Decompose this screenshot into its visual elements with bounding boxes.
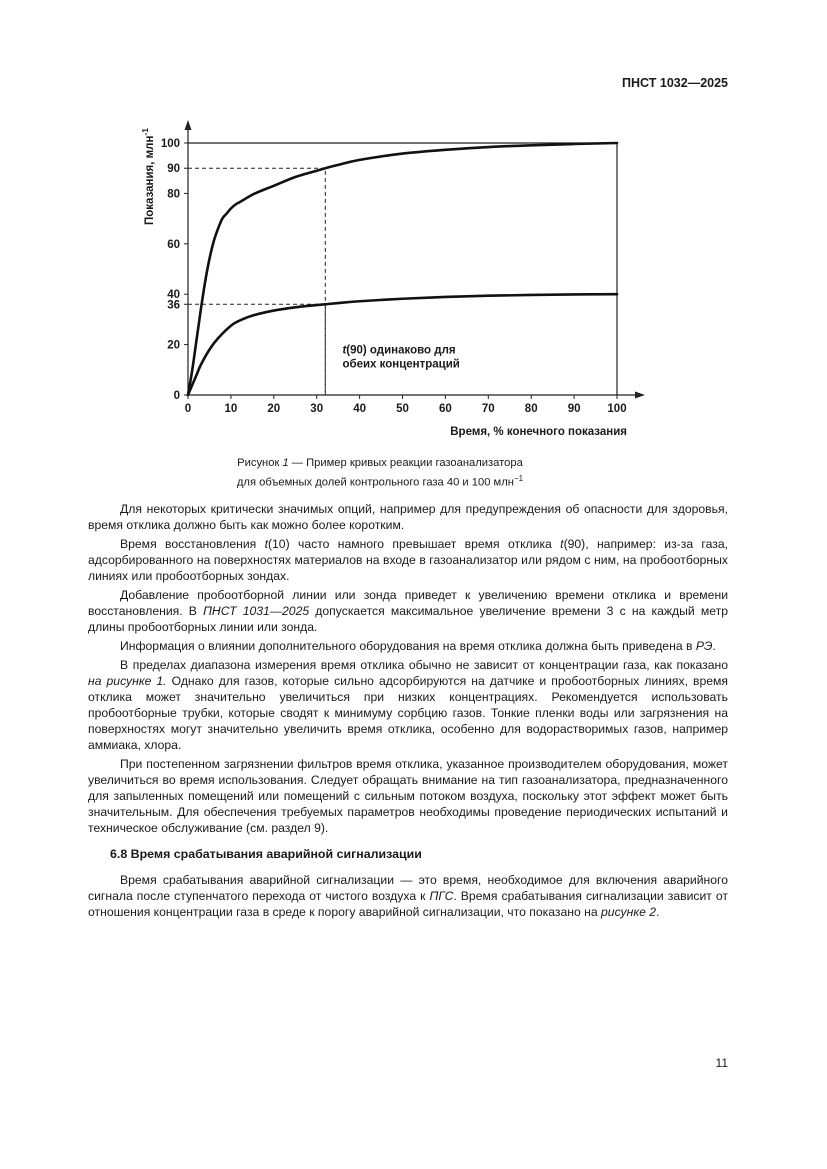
x-tick-label: 20 (267, 403, 281, 415)
document-header: ПНСТ 1032—2025 (622, 76, 728, 90)
caption-subtitle: для объемных долей контрольного газа 40 и 100 млн (236, 476, 514, 489)
figure-caption (150, 456, 610, 491)
paragraph: При постепенном загрязнении фильтров время отклика, указанное производителем оборудования, может увеличиться во время использования. Следует обращать внимание на тип газоанализатора, предназначенного для запыленных помещений или помещений с сильным потоком воздуха, поскольку этот эффект может быть значительным. Для обеспечения требуемых параметров необходимы проведение периодических испытаний и техническое обслуживание (см. раздел 9). (88, 757, 728, 835)
response-curve-chart (130, 118, 650, 448)
section-heading: 6.8 Время срабатывания аварийной сигнализации (110, 847, 422, 861)
paragraph: В пределах диапазона измерения время отклика обычно не зависит от концентрации газа, как показано на рисунке 1. Однако для газов, которые сильно адсорбируются на датчике и пробоотборных линиях, время отклика может значительно увеличиться при низких концентрациях. Рекомендуется использовать пробоотборные трубки, которые сводят к минимуму сорбцию газов. Тонкие пленки воды или загрязнения на поверхностях могут значительно увеличить время отклика, особенно для водорастворимых газов, например аммиака, хлора. (88, 658, 728, 752)
plot-frame (188, 143, 617, 395)
y-tick-label: 90 (167, 163, 180, 176)
y-axis-arrow-icon (185, 120, 192, 130)
paragraph: Время срабатывания аварийной сигнализации — это время, необходимое для включения аварийного сигнала после ступенчатого перехода от чистого воздуха к ПГС. Время срабатывания сигнализации зависит от отношения концентрации газа в среде к порогу аварийной сигнализации, что показано на рисунке 2. (88, 873, 728, 919)
x-tick-label: 10 (224, 403, 238, 415)
reference-dashed-line (188, 168, 325, 395)
x-tick-label: 100 (607, 403, 627, 415)
y-tick-label: 20 (167, 339, 180, 352)
page-number: 11 (715, 1056, 728, 1070)
abbreviation-reference: ПГС (429, 889, 454, 903)
paragraph: Для некоторых критически значимых опций, например для предупреждения об опасности для здоровья, время отклика должно быть как можно более коротким. (88, 502, 728, 532)
x-tick-label: 70 (481, 403, 495, 415)
x-tick-label: 90 (567, 403, 581, 415)
paragraph: Информация о влиянии дополнительного оборудования на время отклика должна быть приведена в РЭ. (120, 639, 716, 653)
caption-title: — Пример кривых реакции газоанализатора (288, 457, 523, 469)
annotation-text: t(90) одинаково для (342, 344, 456, 357)
standard-reference: ПНСТ 1031—2025 (203, 604, 310, 618)
x-tick-label: 50 (396, 403, 409, 415)
x-tick-label: 30 (310, 403, 324, 415)
x-axis-arrow-icon (635, 392, 645, 399)
y-axis-label: Показания, млн$^{-1}$ (140, 128, 156, 225)
y-tick-label: 80 (167, 188, 180, 201)
body-text (88, 501, 728, 923)
y-tick-label: 36 (167, 299, 180, 312)
y-tick-label: 100 (160, 138, 180, 150)
abbreviation-reference: РЭ (695, 639, 713, 653)
y-tick-label: 0 (173, 390, 180, 402)
paragraph: Время восстановления t(10) часто намного превышает время отклика t(90), например: из-за газа, адсорбированного на поверхностях материалов на входе в газоанализатор или рядом с ним, на пробоотборных линиях или пробоотборных зондах. (88, 537, 729, 583)
x-tick-label: 80 (524, 403, 538, 415)
caption-unit-superscript: −1 (513, 474, 524, 483)
caption-number: 1 (282, 457, 289, 469)
y-tick-label: 40 (167, 289, 180, 302)
annotation-text: обеих концентраций (342, 358, 460, 371)
y-tick-label: 60 (167, 238, 180, 251)
figure-reference: на рисунке 1. (88, 674, 167, 688)
series-line (188, 143, 617, 395)
x-tick-label: 0 (184, 403, 192, 415)
x-tick-label: 60 (439, 403, 452, 415)
x-tick-label: 40 (353, 403, 366, 415)
paragraph: Добавление пробоотборной линии или зонда приведет к увеличению времени отклика и времени восстановления. В ПНСТ 1031—2025 допускается максимальное увеличение времени 3 с на каждый метр длины пробоотборных линии или зонда. (88, 588, 728, 634)
caption-prefix: Рисунок (237, 457, 283, 469)
figure-reference: рисунке 2 (601, 905, 657, 919)
x-axis-label: Время, % конечного показания (450, 426, 627, 438)
